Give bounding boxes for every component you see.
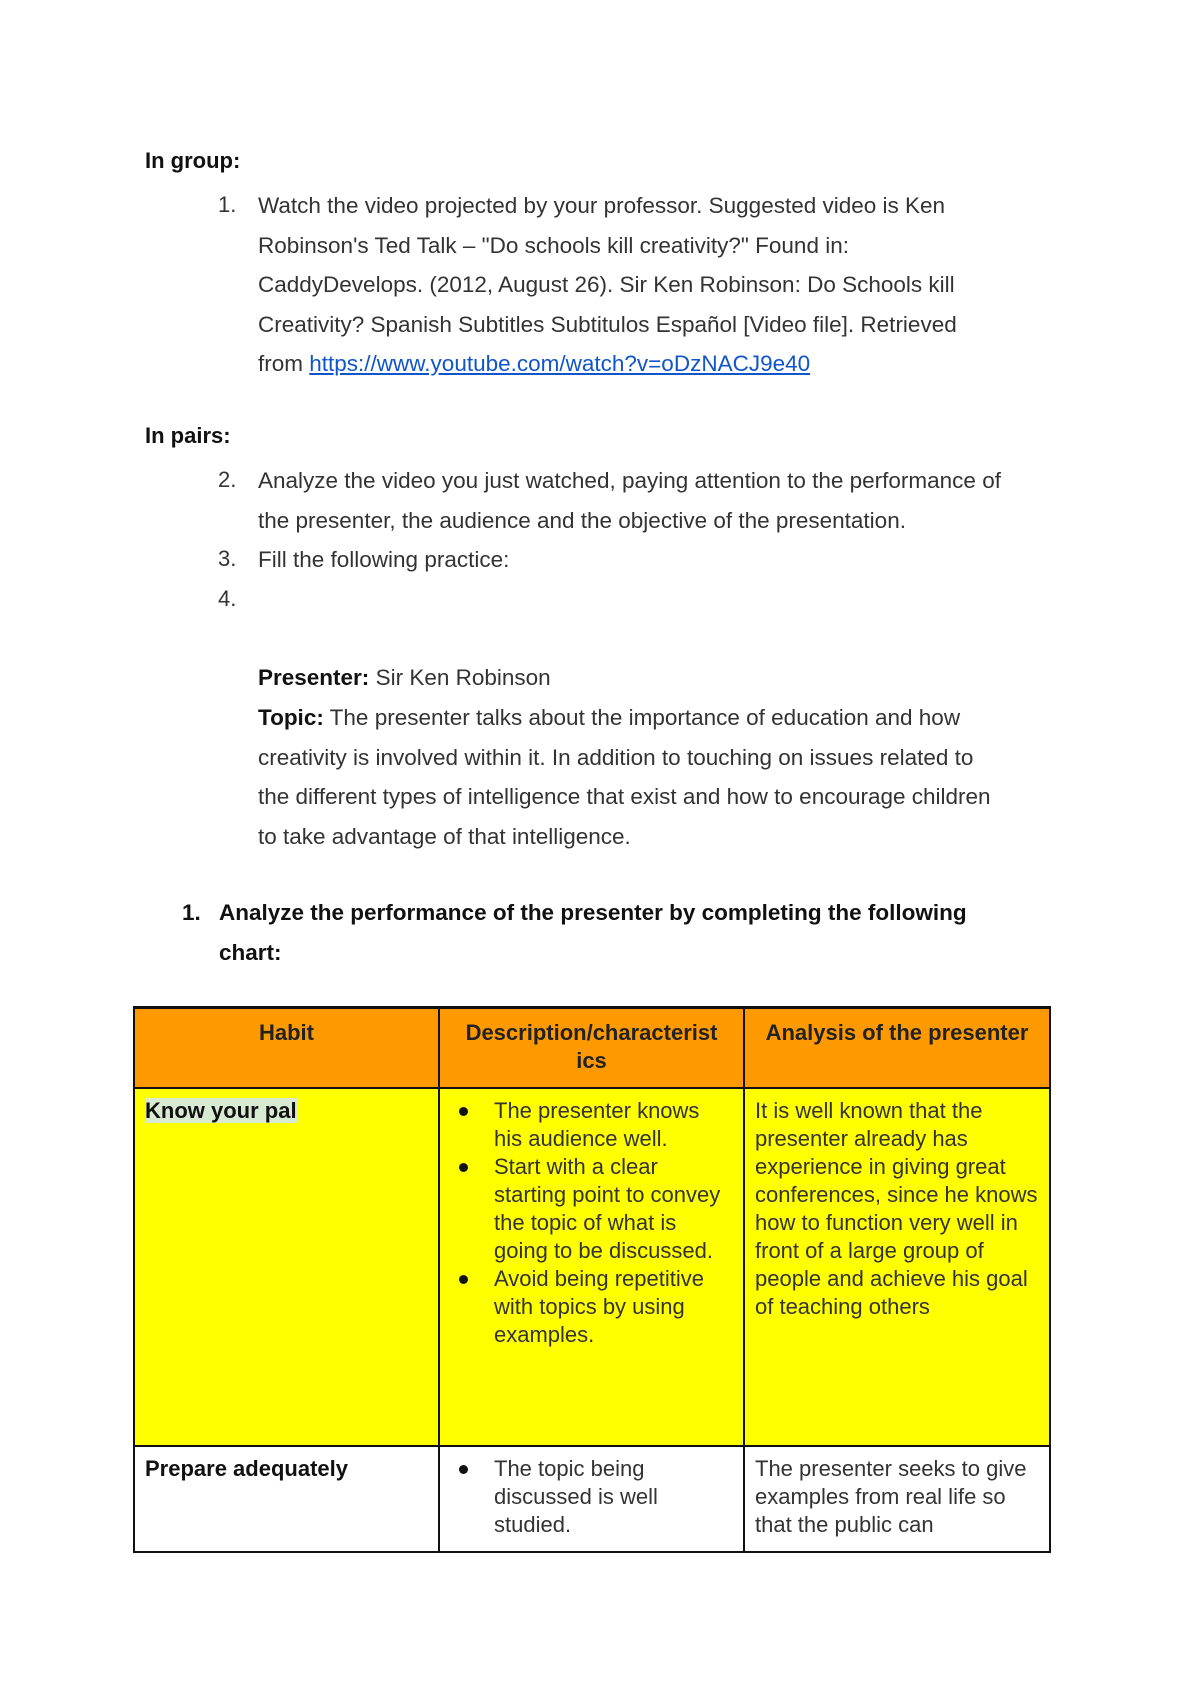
list-item: [494, 1265, 733, 1349]
from-text: from: [258, 351, 310, 376]
question-text: [219, 893, 1079, 973]
habit-chart-table: [133, 1006, 1051, 1553]
presenter-value: Sir Ken Robinson: [369, 665, 551, 690]
list-item-text: Start with a clear starting point to convey the topic of what is going to be discussed.: [494, 1154, 721, 1263]
list-item-text: The topic being discussed is well studied.: [494, 1456, 658, 1537]
table-row: [134, 1088, 1050, 1446]
presenter-line: [258, 658, 1078, 698]
topic-text: The presenter talks about the importance of education and how: [323, 705, 961, 730]
header-analysis: Analysis of the presenter: [744, 1008, 1050, 1089]
list-item-text: The presenter knows his audience well.: [494, 1098, 700, 1151]
analysis-cell: It is well known that the presenter already has experience in giving great conferences, since he knows how to function very well in front of a large group of people and achieve his goal of teaching others: [744, 1088, 1050, 1446]
list-item: [494, 1097, 733, 1153]
topic-line: creativity is involved within it. In addition to touching on issues related to: [258, 744, 974, 770]
item-1-line: Watch the video projected by your professor. Suggested video is Ken: [258, 193, 946, 218]
habit-name: Prepare adequately: [145, 1456, 348, 1481]
table-row: [134, 1446, 1050, 1552]
item-1-line: [258, 344, 1078, 384]
youtube-link[interactable]: https://www.youtube.com/watch?v=oDzNACJ9e40: [309, 351, 811, 376]
header-habit: Habit: [134, 1008, 439, 1089]
description-cell: [439, 1446, 744, 1552]
item-2-line: the presenter, the audience and the objective of the presentation.: [258, 507, 906, 533]
item-2-text: [258, 461, 1078, 540]
item-1-line: Creativity? Spanish Subtitles Subtitulos Español [Video file]. Retrieved: [258, 311, 957, 337]
topic-line: [258, 698, 1078, 738]
topic-paragraph: [258, 698, 1078, 856]
description-list: [450, 1455, 733, 1539]
item-3-number: 3.: [218, 546, 237, 571]
topic-label: Topic:: [258, 705, 324, 730]
list-item: [494, 1153, 733, 1265]
item-1-line: Robinson's Ted Talk – "Do schools kill creativity?" Found in:: [258, 232, 849, 258]
habit-name: Know your pal: [145, 1098, 297, 1123]
item-3-text: Fill the following practice:: [258, 547, 510, 572]
analysis-cell: The presenter seeks to give examples from real life so that the public can: [744, 1446, 1050, 1552]
item-2-line: Analyze the video you just watched, paying attention to the performance of: [258, 468, 1001, 493]
item-4-number: 4.: [218, 586, 237, 611]
item-1-line: CaddyDevelops. (2012, August 26). Sir Ken Robinson: Do Schools kill: [258, 272, 955, 297]
habit-cell: [134, 1446, 439, 1552]
list-item: [494, 1455, 733, 1539]
topic-line: to take advantage of that intelligence.: [258, 823, 631, 849]
in-group-heading: In group:: [145, 148, 241, 173]
bullet-icon: [459, 1107, 468, 1116]
question-number: 1.: [182, 900, 201, 925]
topic-line: the different types of intelligence that exist and how to encourage children: [258, 784, 991, 809]
bullet-icon: [459, 1163, 468, 1172]
header-description: Description/characterist ics: [439, 1008, 744, 1089]
presenter-label: Presenter:: [258, 665, 370, 690]
bullet-icon: [459, 1275, 468, 1284]
habit-cell: [134, 1088, 439, 1446]
item-2-number: 2.: [218, 467, 237, 492]
description-cell: [439, 1088, 744, 1446]
question-line: Analyze the performance of the presenter by completing the following: [219, 900, 967, 925]
question-line: chart:: [219, 940, 282, 965]
item-1-text: [258, 186, 1078, 384]
in-pairs-heading: In pairs:: [145, 423, 231, 448]
list-item-text: Avoid being repetitive with topics by using examples.: [494, 1266, 704, 1347]
item-1-number: 1.: [218, 192, 237, 217]
table-header-row: [134, 1008, 1050, 1089]
description-list: [450, 1097, 733, 1349]
bullet-icon: [459, 1465, 468, 1474]
